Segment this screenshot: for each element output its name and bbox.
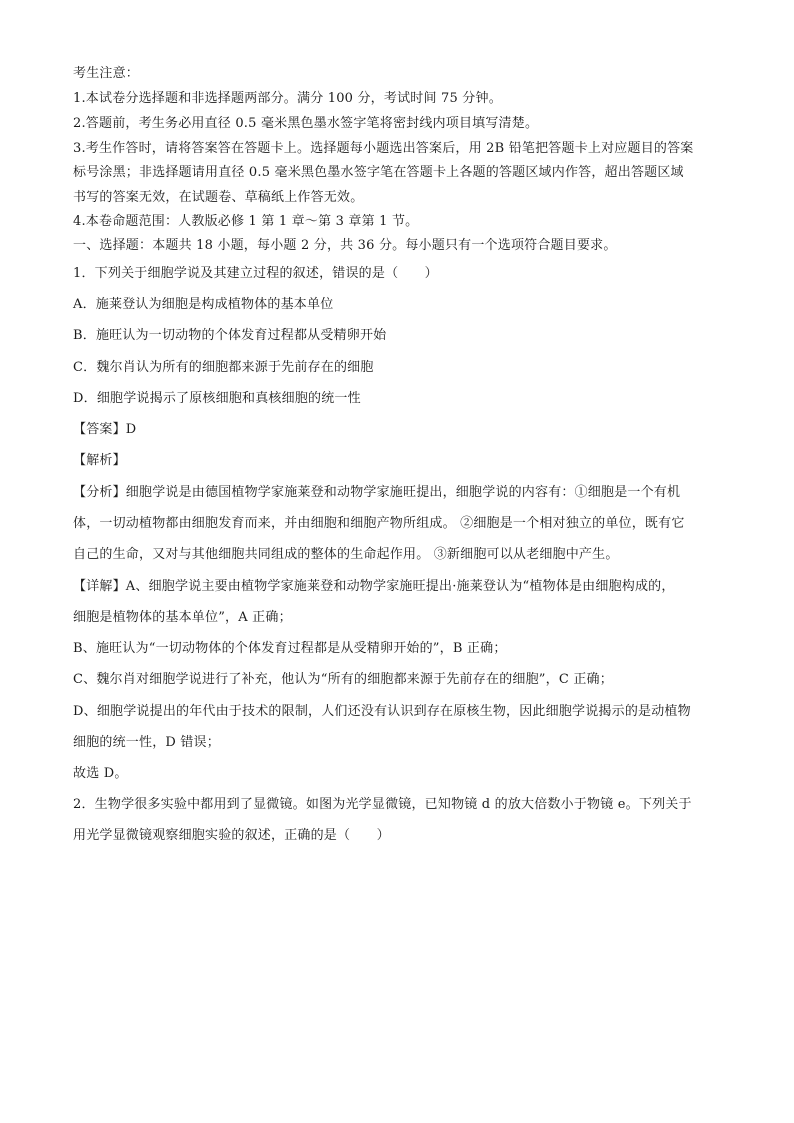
conclusion: 故选 D。 [73, 766, 128, 781]
question-2-stem-line-2: 用光学显微镜观察细胞实验的叙述，正确的是（ ） [73, 828, 390, 843]
section-title: 一、选择题：本题共 18 小题，每小题 2 分，共 36 分。每小题只有一个选项符合题目要求。 [73, 238, 617, 253]
question-1-option-d: D．细胞学说揭示了原核细胞和真核细胞的统一性 [73, 391, 361, 406]
notice-item-3-line-1: 3.考生作答时，请将答案答在答题卡上。选择题每小题选出答案后，用 2B 铅笔把答题卡上对应题目的答案 [73, 141, 694, 156]
question-1-stem: 1．下列关于细胞学说及其建立过程的叙述，错误的是（ ） [73, 266, 438, 281]
detail-d-line-2: 细胞的统一性，D 错误； [73, 735, 220, 750]
question-2-stem-line-1: 2．生物学很多实验中都用到了显微镜。如图为光学显微镜，已知物镜 d 的放大倍数小于物镜 e。下列关于 [73, 797, 692, 812]
detail-d-line-1: D、细胞学说提出的年代由于技术的限制，人们还没有认识到存在原核生物，因此细胞学说揭示的是动植物 [73, 704, 691, 719]
detail-c: C、魏尔肖对细胞学说进行了补充，他认为“所有的细胞都来源于先前存在的细胞”，C 正确； [73, 672, 613, 687]
answer-label: 【答案】D [73, 422, 137, 437]
question-1-option-b: B．施旺认为一切动物的个体发育过程都从受精卵开始 [73, 328, 387, 343]
notice-item-3-line-3: 书写的答案无效，在试题卷、草稿纸上作答无效。 [73, 190, 364, 205]
question-1-option-a: A．施莱登认为细胞是构成植物体的基本单位 [73, 297, 334, 312]
notice-item-4: 4.本卷命题范围：人教版必修 1 第 1 章～第 3 章第 1 节。 [73, 214, 419, 229]
notice-item-2: 2.答题前，考生务必用直径 0.5 毫米黑色墨水签字笔将密封线内项目填写清楚。 [73, 116, 539, 131]
notice-heading: 考生注意： [73, 66, 140, 81]
analysis-line-3: 自己的生命，又对与其他细胞共同组成的整体的生命起作用。 ③新细胞可以从老细胞中产生。 [73, 547, 619, 562]
detail-line-1: 【详解】A、细胞学说主要由植物学家施莱登和动物学家施旺提出·施莱登认为“植物体是由细胞构成的， [73, 579, 675, 594]
question-1-option-c: C．魏尔肖认为所有的细胞都来源于先前存在的细胞 [73, 360, 374, 375]
notice-item-3-line-2: 标号涂黑；非选择题请用直径 0.5 毫米黑色墨水签字笔在答题卡上各题的答题区域内作答，超出答题区域 [73, 165, 684, 180]
analysis-line-2: 体，一切动植物都由细胞发育而来，并由细胞和细胞产物所组成。 ②细胞是一个相对独立的单位，既有它 [73, 516, 685, 531]
notice-item-1: 1.本试卷分选择题和非选择题两部分。满分 100 分，考试时间 75 分钟。 [73, 91, 502, 106]
analysis-label: 【解析】 [73, 453, 126, 468]
detail-b: B、施旺认为“一切动物体的个体发育过程都是从受精卵开始的”，B 正确； [73, 641, 507, 656]
analysis-line-1: 【分析】细胞学说是由德国植物学家施莱登和动物学家施旺提出，细胞学说的内容有：①细胞是一个有机 [73, 485, 681, 500]
detail-line-2: 细胞是植物体的基本单位”，A 正确； [73, 610, 292, 625]
